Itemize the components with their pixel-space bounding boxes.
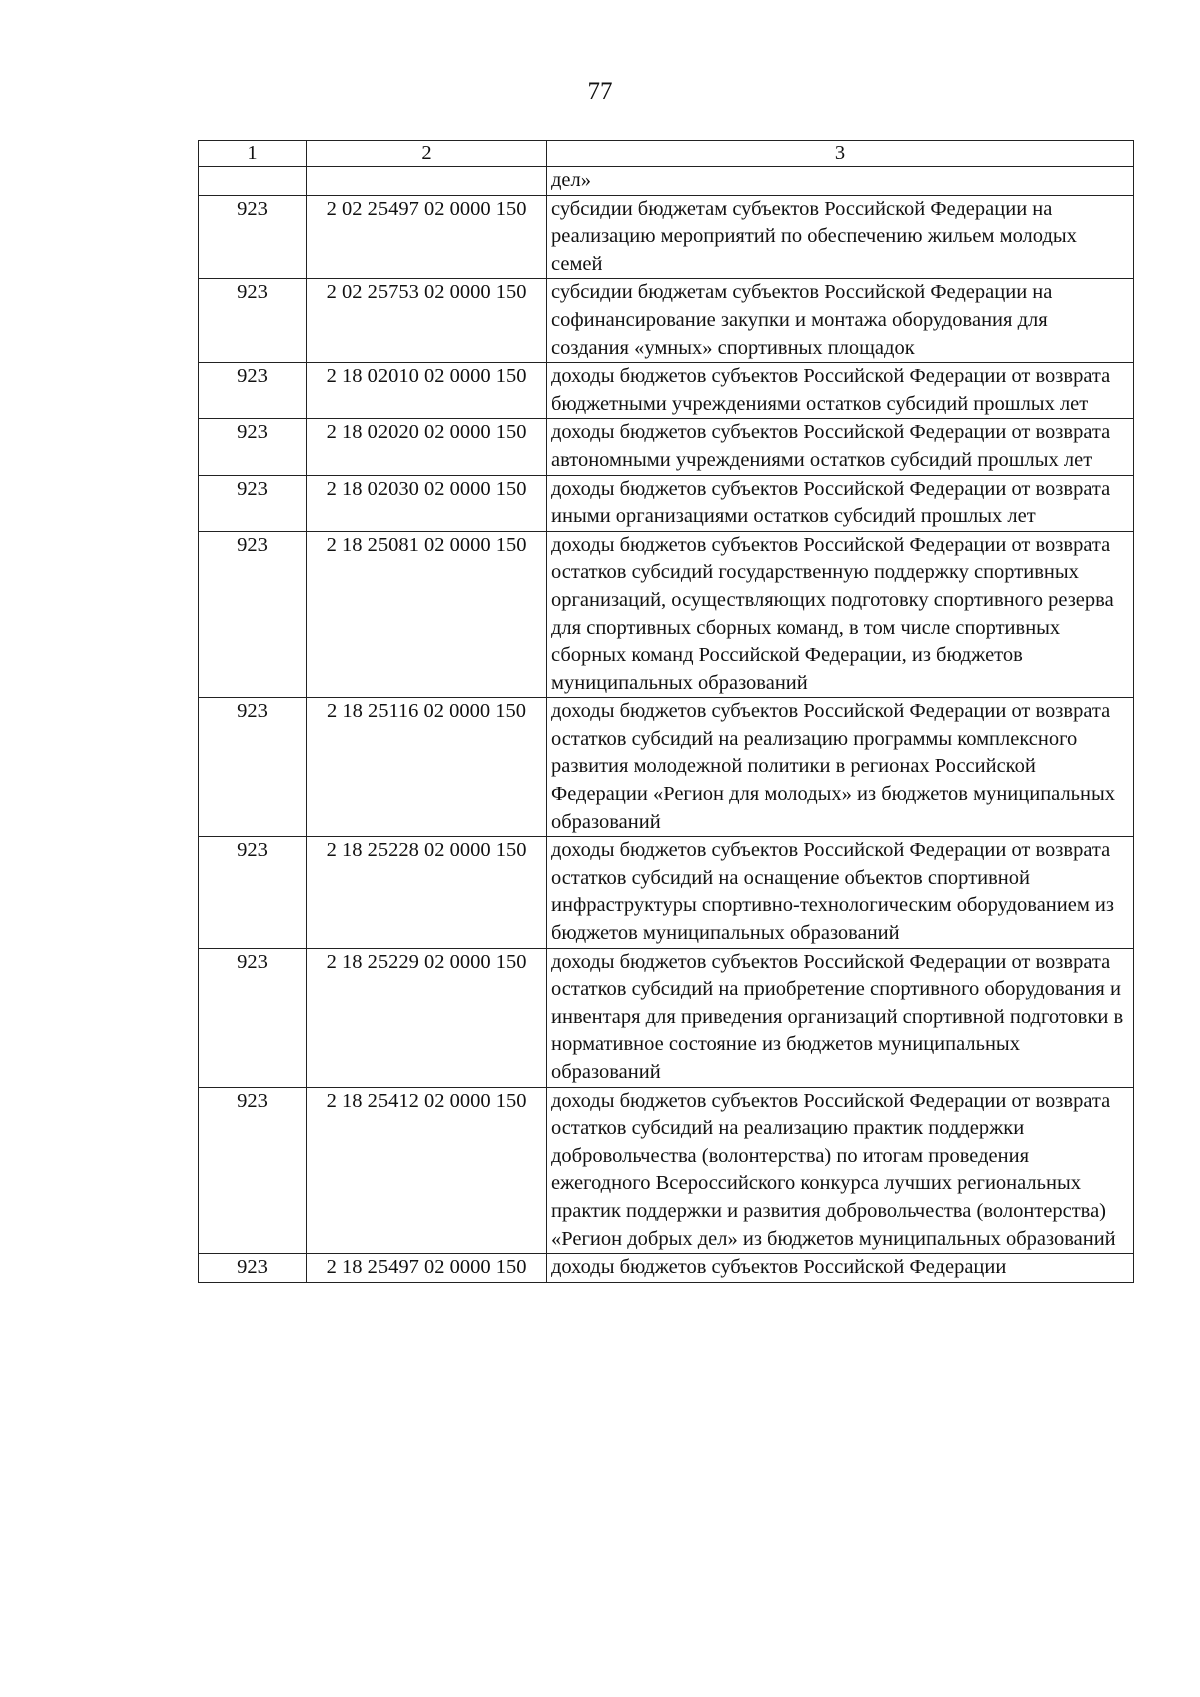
column-header: 1 [199,141,307,167]
budget-code: 2 18 25412 02 0000 150 [307,1087,547,1254]
budget-code: 2 18 25081 02 0000 150 [307,531,547,698]
table-row [199,1087,1134,1254]
budget-code: 2 18 25116 02 0000 150 [307,698,547,837]
admin-code: 923 [199,1254,307,1283]
table-header-row [199,141,1134,167]
admin-code: 923 [199,837,307,948]
admin-code: 923 [199,698,307,837]
budget-code: 2 18 02020 02 0000 150 [307,419,547,475]
column-header: 2 [307,141,547,167]
budget-code: 2 02 25497 02 0000 150 [307,195,547,279]
budget-codes-table [198,140,1134,1283]
admin-code: 923 [199,1087,307,1254]
continuation-text: дел» [547,167,1134,196]
income-description: субсидии бюджетам субъектов Российской Федерации на софинансирование закупки и монтажа оборудования для создания «умных» спортивных площадок [547,279,1134,363]
admin-code: 923 [199,363,307,419]
table-row [199,948,1134,1087]
income-description: доходы бюджетов субъектов Российской Федерации от возврата бюджетными учреждениями остатков субсидий прошлых лет [547,363,1134,419]
table-row [199,419,1134,475]
income-description: доходы бюджетов субъектов Российской Федерации [547,1254,1134,1283]
page-number: 77 [587,78,613,105]
budget-code: 2 18 25228 02 0000 150 [307,837,547,948]
income-description: доходы бюджетов субъектов Российской Федерации от возврата остатков субсидий на реализацию программы комплексного развития молодежной политики в регионах Российской Федерации «Регион для молодых» из бюджетов муниципальных образований [547,698,1134,837]
continuation-row [199,167,1134,196]
table-row [199,279,1134,363]
budget-code: 2 18 25497 02 0000 150 [307,1254,547,1283]
admin-code: 923 [199,475,307,531]
table-row [199,531,1134,698]
column-header: 3 [547,141,1134,167]
admin-code: 923 [199,419,307,475]
income-description: доходы бюджетов субъектов Российской Федерации от возврата остатков субсидий на приобретение спортивного оборудования и инвентаря для приведения организаций спортивной подготовки в нормативное состояние из бюджетов муниципальных образований [547,948,1134,1087]
budget-code: 2 02 25753 02 0000 150 [307,279,547,363]
income-description: доходы бюджетов субъектов Российской Федерации от возврата остатков субсидий государственную поддержку спортивных организаций, осуществляющих подготовку спортивного резерва для спортивных сборных команд, в том числе спортивных сборных команд Российской Федерации, из бюджетов муниципальных образований [547,531,1134,698]
admin-code: 923 [199,531,307,698]
table-row [199,475,1134,531]
table-row [199,363,1134,419]
income-description: субсидии бюджетам субъектов Российской Федерации на реализацию мероприятий по обеспечению жильем молодых семей [547,195,1134,279]
budget-code: 2 18 02030 02 0000 150 [307,475,547,531]
income-description: доходы бюджетов субъектов Российской Федерации от возврата остатков субсидий на оснащение объектов спортивной инфраструктуры спортивно-технологическим оборудованием из бюджетов муниципальных образований [547,837,1134,948]
table-row [199,837,1134,948]
income-description: доходы бюджетов субъектов Российской Федерации от возврата остатков субсидий на реализацию практик поддержки добровольчества (волонтерства) по итогам проведения ежегодного Всероссийского конкурса лучших региональных практик поддержки и развития добровольчества (волонтерства) «Регион добрых дел» из бюджетов муниципальных образований [547,1087,1134,1254]
budget-code: 2 18 02010 02 0000 150 [307,363,547,419]
empty-cell [199,167,307,196]
income-description: доходы бюджетов субъектов Российской Федерации от возврата автономными учреждениями остатков субсидий прошлых лет [547,419,1134,475]
budget-code: 2 18 25229 02 0000 150 [307,948,547,1087]
income-description: доходы бюджетов субъектов Российской Федерации от возврата иными организациями остатков субсидий прошлых лет [547,475,1134,531]
table-row [199,698,1134,837]
empty-cell [307,167,547,196]
admin-code: 923 [199,195,307,279]
table-row [199,1254,1134,1283]
admin-code: 923 [199,279,307,363]
admin-code: 923 [199,948,307,1087]
table-row [199,195,1134,279]
